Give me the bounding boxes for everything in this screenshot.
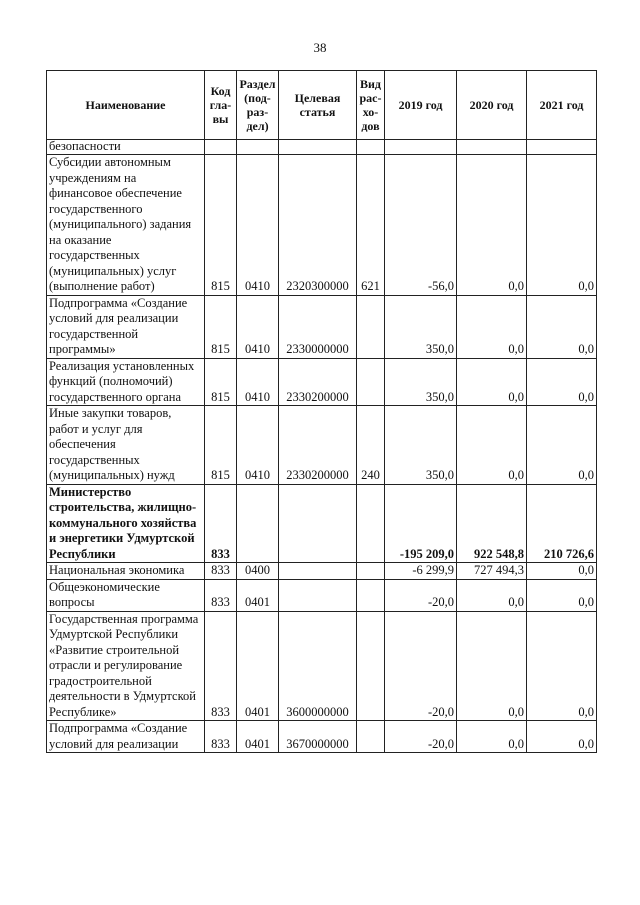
- row-2019-cell: 350,0: [385, 406, 457, 485]
- header-ministry-code: Код гла- вы: [205, 71, 237, 140]
- row-type-cell: [357, 295, 385, 358]
- row-2021-cell: [527, 140, 597, 155]
- row-2021-cell: 210 726,6: [527, 484, 597, 563]
- row-section-cell: 0410: [237, 295, 279, 358]
- row-target-cell: 2330000000: [279, 295, 357, 358]
- table-row: [47, 611, 597, 721]
- row-section-cell: 0410: [237, 155, 279, 296]
- row-section-cell: 0401: [237, 579, 279, 611]
- row-section-cell: 0401: [237, 611, 279, 721]
- row-code-cell: 833: [205, 484, 237, 563]
- row-code-cell: 815: [205, 358, 237, 406]
- row-target-cell: 3670000000: [279, 721, 357, 753]
- row-2019-cell: 350,0: [385, 358, 457, 406]
- row-name-cell: Иные закупки товаров, работ и услуг для обеспечения государственных (муниципальных) нужд: [47, 406, 205, 485]
- row-2021-cell: 0,0: [527, 579, 597, 611]
- row-2019-cell: 350,0: [385, 295, 457, 358]
- row-code-cell: 833: [205, 721, 237, 753]
- row-2020-cell: 922 548,8: [457, 484, 527, 563]
- table-row: [47, 358, 597, 406]
- row-name-cell: Общеэкономические вопросы: [47, 579, 205, 611]
- row-code-cell: 815: [205, 406, 237, 485]
- row-2021-cell: 0,0: [527, 155, 597, 296]
- row-2019-cell: -20,0: [385, 721, 457, 753]
- row-type-cell: [357, 563, 385, 580]
- row-code-cell: 815: [205, 155, 237, 296]
- row-section-cell: 0410: [237, 406, 279, 485]
- row-name-cell: Подпрограмма «Создание условий для реализации: [47, 721, 205, 753]
- row-2019-cell: -195 209,0: [385, 484, 457, 563]
- header-target-item: Целевая статья: [279, 71, 357, 140]
- row-type-cell: [357, 140, 385, 155]
- row-2021-cell: 0,0: [527, 721, 597, 753]
- row-section-cell: 0400: [237, 563, 279, 580]
- header-2019: 2019 год: [385, 71, 457, 140]
- header-expense-type: Вид рас- хо- дов: [357, 71, 385, 140]
- row-type-cell: [357, 611, 385, 721]
- row-2019-cell: -20,0: [385, 611, 457, 721]
- header-2021: 2021 год: [527, 71, 597, 140]
- row-2020-cell: 727 494,3: [457, 563, 527, 580]
- table-row: [47, 295, 597, 358]
- row-code-cell: 833: [205, 611, 237, 721]
- row-2020-cell: 0,0: [457, 406, 527, 485]
- row-type-cell: [357, 484, 385, 563]
- table-row: [47, 721, 597, 753]
- row-code-cell: 815: [205, 295, 237, 358]
- row-2020-cell: 0,0: [457, 155, 527, 296]
- header-section: Раздел (под- раз- дел): [237, 71, 279, 140]
- row-2020-cell: 0,0: [457, 611, 527, 721]
- row-name-cell: безопасности: [47, 140, 205, 155]
- row-target-cell: [279, 563, 357, 580]
- row-target-cell: 2320300000: [279, 155, 357, 296]
- row-type-cell: 240: [357, 406, 385, 485]
- row-target-cell: [279, 140, 357, 155]
- row-2020-cell: 0,0: [457, 721, 527, 753]
- row-target-cell: 3600000000: [279, 611, 357, 721]
- row-2020-cell: 0,0: [457, 295, 527, 358]
- row-target-cell: 2330200000: [279, 406, 357, 485]
- row-name-cell: Национальная экономика: [47, 563, 205, 580]
- row-target-cell: [279, 579, 357, 611]
- row-2019-cell: -56,0: [385, 155, 457, 296]
- header-row: [47, 71, 597, 140]
- row-type-cell: [357, 721, 385, 753]
- row-2020-cell: 0,0: [457, 579, 527, 611]
- row-2021-cell: 0,0: [527, 358, 597, 406]
- row-2020-cell: 0,0: [457, 358, 527, 406]
- row-2021-cell: 0,0: [527, 563, 597, 580]
- row-2021-cell: 0,0: [527, 295, 597, 358]
- page-number: 38: [313, 40, 327, 55]
- row-section-cell: 0410: [237, 358, 279, 406]
- table-row: [47, 563, 597, 580]
- row-type-cell: 621: [357, 155, 385, 296]
- row-2019-cell: [385, 140, 457, 155]
- row-name-cell: Министерство строительства, жилищно-коммунального хозяйства и энергетики Удмуртской Республики: [47, 484, 205, 563]
- budget-table: [46, 70, 597, 753]
- row-target-cell: 2330200000: [279, 358, 357, 406]
- row-section-cell: [237, 484, 279, 563]
- row-name-cell: Подпрограмма «Создание условий для реализации государственной программы»: [47, 295, 205, 358]
- header-name: Наименование: [47, 71, 205, 140]
- table-row: [47, 406, 597, 485]
- row-section-cell: 0401: [237, 721, 279, 753]
- table-row: [47, 155, 597, 296]
- row-code-cell: [205, 140, 237, 155]
- row-2021-cell: 0,0: [527, 611, 597, 721]
- row-target-cell: [279, 484, 357, 563]
- row-2019-cell: -20,0: [385, 579, 457, 611]
- row-2019-cell: -6 299,9: [385, 563, 457, 580]
- table-row: [47, 140, 597, 155]
- row-name-cell: Субсидии автономным учреждениям на финансовое обеспечение государственного (муниципального) задания на оказание государственных (муниципальных) услуг (выполнение работ): [47, 155, 205, 296]
- row-type-cell: [357, 579, 385, 611]
- row-2020-cell: [457, 140, 527, 155]
- table-row: [47, 484, 597, 563]
- header-2020: 2020 год: [457, 71, 527, 140]
- row-section-cell: [237, 140, 279, 155]
- table-row: [47, 579, 597, 611]
- row-code-cell: 833: [205, 563, 237, 580]
- row-name-cell: Государственная программа Удмуртской Республики «Развитие строительной отрасли и регулирование градостроительной деятельности в Удмуртской Республике»: [47, 611, 205, 721]
- row-2021-cell: 0,0: [527, 406, 597, 485]
- row-type-cell: [357, 358, 385, 406]
- row-name-cell: Реализация установленных функций (полномочий) государственного органа: [47, 358, 205, 406]
- row-code-cell: 833: [205, 579, 237, 611]
